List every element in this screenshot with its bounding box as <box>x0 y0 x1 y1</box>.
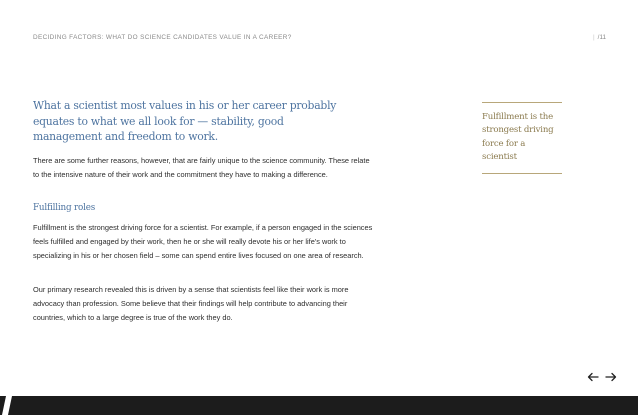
pull-quote-text: Fulfillment is the strongest driving force for a scientist <box>482 112 554 163</box>
pull-quote <box>482 102 562 174</box>
footer-stripe-main <box>8 396 638 415</box>
lead-paragraph: What a scientist most values in his or her career probably equates to what we all look for — stability, good management and freedom to work. <box>33 99 337 144</box>
page-navigation <box>587 372 617 382</box>
page-number-separator: | <box>593 34 595 41</box>
arrow-left-icon[interactable] <box>587 372 599 382</box>
document-header-title: DECIDING FACTORS: WHAT DO SCIENCE CANDIDATES VALUE IN A CAREER? <box>33 34 292 41</box>
intro-paragraph: There are some further reasons, however, that are fairly unique to the science community. These relate to the intensive nature of their work and the commitment they have to making a difference. <box>33 156 370 179</box>
section-subheading: Fulfilling roles <box>33 203 96 213</box>
footer-stripe-left <box>0 396 6 415</box>
arrow-right-icon[interactable] <box>605 372 617 382</box>
footer-stripe-bar <box>0 392 638 415</box>
page-number <box>593 34 606 41</box>
fulfilling-paragraph: Fulfillment is the strongest driving force for a scientist. For example, if a person engaged in the sciences feels fulfilled and engaged by their work, then he or she will really devote his or her life's work to specializing in his or her chosen field – some can spend entire lives focused on one area of research. <box>33 223 373 260</box>
page-number-value: /11 <box>597 34 607 41</box>
research-paragraph: Our primary research revealed this is driven by a sense that scientists feel like their work is more advocacy than profession. Some believe that their findings will help contribute to advancing their countries, which to a large degree is true of the work they do. <box>33 285 349 322</box>
